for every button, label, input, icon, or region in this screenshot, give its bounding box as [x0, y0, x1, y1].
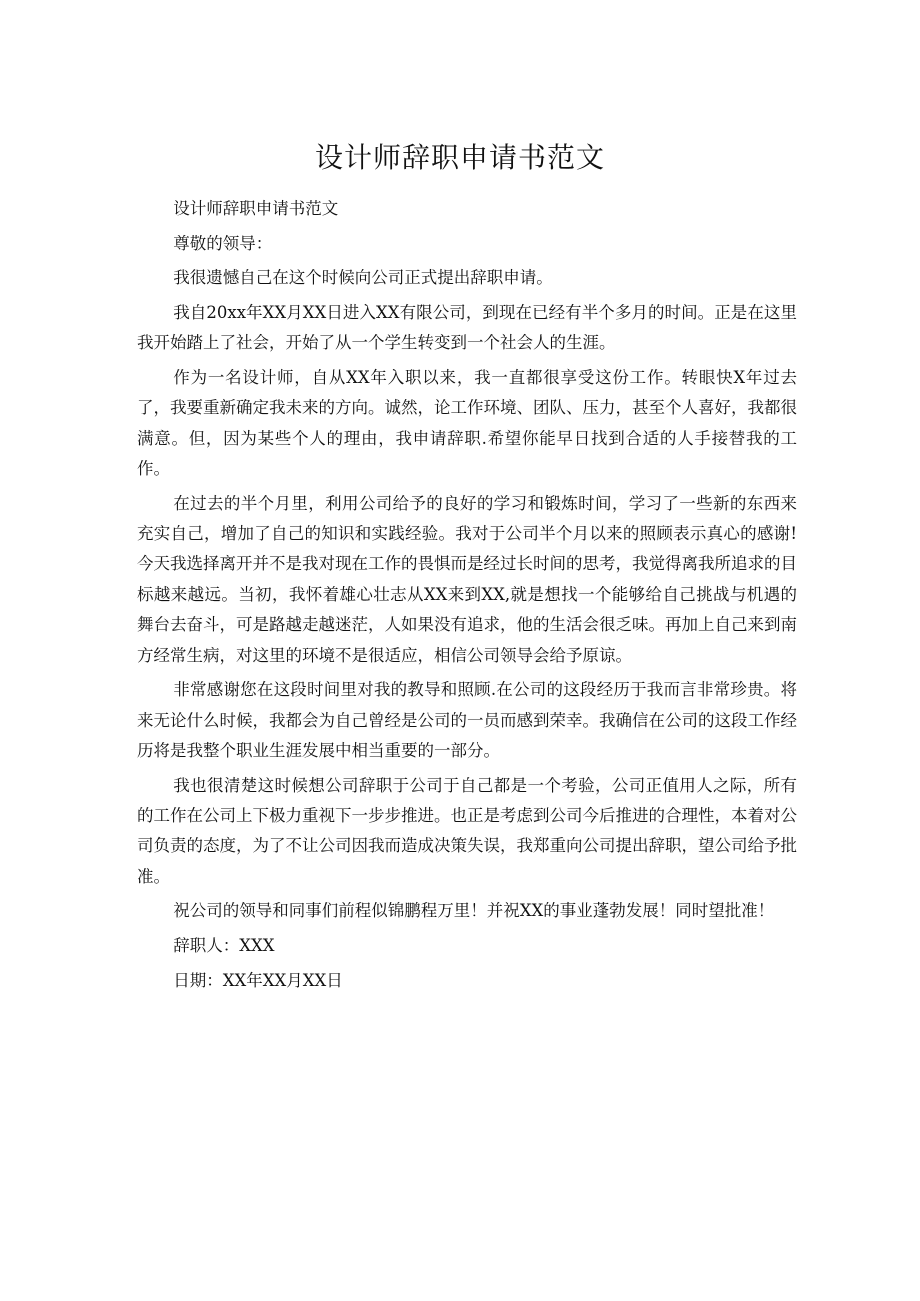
document-body [137, 194, 797, 1000]
document-title: 设计师辞职申请书范文 [314, 141, 605, 174]
salutation: 尊敬的领导： [173, 233, 273, 253]
signature: 辞职人：XXX [173, 936, 275, 956]
paragraph-3: 作为一名设计师，自从XX年入职以来，我一直都很享受这份工作。转眼快X年过去了，我要重新确定我未来的方向。诚然，论工作环境、团队、压力，甚至个人喜好，我都很满意。但，因为某些个人的理由，我申请辞职.希望你能早日找到合适的人手接替我的工作。 [137, 367, 797, 478]
paragraph-4: 在过去的半个月里，利用公司给予的良好的学习和锻炼时间，学习了一些新的东西来充实自己，增加了自己的知识和实践经验。我对于公司半个月以来的照顾表示真心的感谢!今天我选择离开并不是我对现在工作的畏惧而是经过长时间的思考，我觉得离我所追求的目标越来越远。当初，我怀着雄心壮志从XX来到XX,就是想找一个能够给自己挑战与机遇的舞台去奋斗，可是路越走越迷茫，人如果没有追求，他的生活会很乏味。再加上自己来到南方经常生病，对这里的环境不是很适应，相信公司领导会给予原谅。 [137, 493, 797, 665]
paragraph-1: 我很遗憾自己在这个时候向公司正式提出辞职申请。 [173, 268, 553, 288]
closing-wish: 祝公司的领导和同事们前程似锦鹏程万里！并祝XX的事业蓬勃发展！同时望批准！ [173, 901, 775, 921]
paragraph-6: 我也很清楚这时候想公司辞职于公司于自己都是一个考验，公司正值用人之际，所有的工作在公司上下极力重视下一步步推进。也正是考虑到公司今后推进的合理性，本着对公司负责的态度，为了不让公司因我而造成决策失误，我郑重向公司提出辞职，望公司给予批准。 [137, 775, 797, 886]
paragraph-2: 我自20xx年XX月XX日进入XX有限公司，到现在已经有半个多月的时间。正是在这里我开始踏上了社会，开始了从一个学生转变到一个社会人的生涯。 [137, 302, 797, 353]
paragraph-5: 非常感谢您在这段时间里对我的教导和照顾.在公司的这段经历于我而言非常珍贵。将来无论什么时候，我都会为自己曾经是公司的一员而感到荣幸。我确信在公司的这段工作经历将是我整个职业生涯发展中相当重要的一部分。 [137, 680, 797, 761]
date-line: 日期：XX年XX月XX日 [173, 970, 343, 990]
document-subtitle: 设计师辞职申请书范文 [173, 199, 339, 218]
